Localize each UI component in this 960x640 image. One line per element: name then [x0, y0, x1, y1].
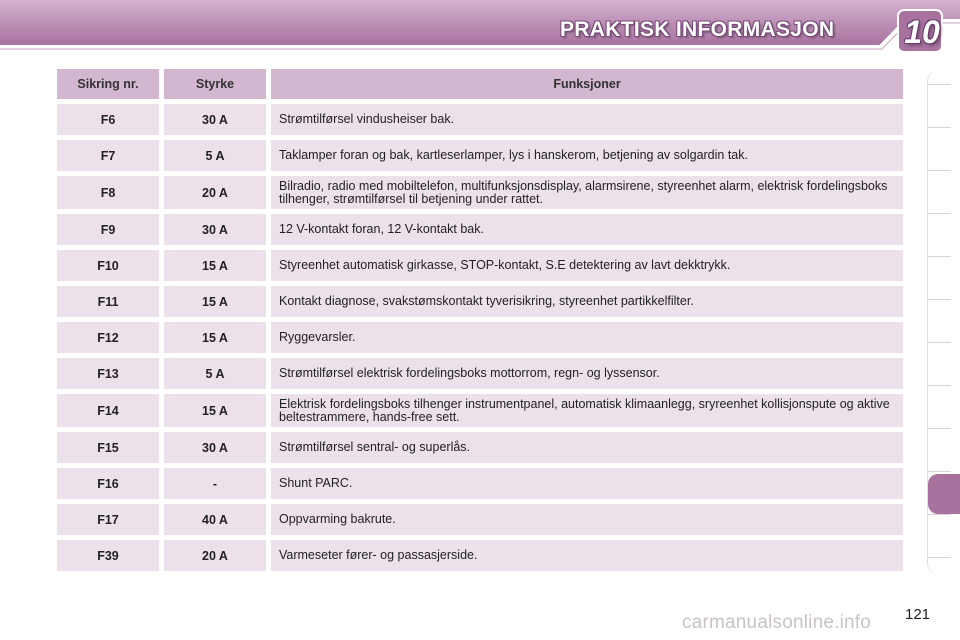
fuse-function: Varmeseter fører- og passasjerside.: [266, 540, 903, 571]
chapter-number: 10: [904, 13, 940, 50]
table-row: [57, 358, 903, 389]
fuse-number: F10: [57, 250, 159, 281]
page-number: 121: [905, 606, 931, 623]
fuse-number: F7: [57, 140, 159, 171]
fuse-function: Strømtilførsel sentral- og superlås.: [266, 432, 903, 463]
fuse-function: Styreenhet automatisk girkasse, STOP-kontakt, S.E detektering av lavt dekktrykk.: [266, 250, 903, 281]
fuse-number: F17: [57, 504, 159, 535]
fuse-rating: 15 A: [159, 286, 266, 317]
fuse-rating: 30 A: [159, 214, 266, 245]
fuse-rating: 20 A: [159, 176, 266, 209]
fuse-rating: 5 A: [159, 140, 266, 171]
fuse-rating: 20 A: [159, 540, 266, 571]
fuse-function: Taklamper foran og bak, kartleserlamper, lys i hanskerom, betjening av solgardin tak.: [266, 140, 903, 171]
fuse-function: Kontakt diagnose, svakstømskontakt tyverisikring, styreenhet partikkelfilter.: [266, 286, 903, 317]
fuse-function: Elektrisk fordelingsboks tilhenger instrumentpanel, automatisk klimaanlegg, sryreenhet kollisjonspute og aktive beltestrammere, hands-free sett.: [266, 394, 903, 427]
tab-divider: [927, 385, 951, 386]
fuse-function: Oppvarming bakrute.: [266, 504, 903, 535]
fuse-number: F11: [57, 286, 159, 317]
table-row: [57, 250, 903, 281]
tab-divider: [927, 557, 951, 558]
tab-divider: [927, 342, 951, 343]
fuse-rating: 30 A: [159, 432, 266, 463]
table-row: [57, 104, 903, 135]
fuse-number: F13: [57, 358, 159, 389]
table-row: [57, 504, 903, 535]
fuse-number: F8: [57, 176, 159, 209]
header-banner: [0, 0, 960, 52]
table-row: [57, 432, 903, 463]
table-row: [57, 140, 903, 171]
fuse-rating: 15 A: [159, 394, 266, 427]
fuse-function: Shunt PARC.: [266, 468, 903, 499]
tab-divider: [927, 170, 951, 171]
fuse-number: F16: [57, 468, 159, 499]
fuse-function: Bilradio, radio med mobiltelefon, multifunksjonsdisplay, alarmsirene, styreenhet alarm, elektrisk fordelingsboks tilhenger, strømtilførsel til betjening under rattet.: [266, 176, 903, 209]
tab-divider: [927, 428, 951, 429]
column-header-rating: Styrke: [159, 69, 266, 99]
tab-divider: [927, 213, 951, 214]
fuse-function: 12 V-kontakt foran, 12 V-kontakt bak.: [266, 214, 903, 245]
table-row: [57, 286, 903, 317]
fuse-rating: 15 A: [159, 250, 266, 281]
fuse-function: Ryggevarsler.: [266, 322, 903, 353]
tab-divider: [927, 471, 951, 472]
fuse-rating: 30 A: [159, 104, 266, 135]
fuse-number: F6: [57, 104, 159, 135]
table-row: [57, 176, 903, 209]
fuse-number: F12: [57, 322, 159, 353]
table-row: [57, 394, 903, 427]
tab-divider: [927, 514, 951, 515]
page-title: PRAKTISK INFORMASJON: [560, 18, 835, 41]
tab-divider: [927, 256, 951, 257]
tab-divider: [927, 84, 951, 85]
watermark: carmanualsonline.info: [682, 612, 872, 633]
tab-divider: [927, 127, 951, 128]
table-row: [57, 540, 903, 571]
fuse-function: Strømtilførsel vindusheiser bak.: [266, 104, 903, 135]
fuse-table: [57, 64, 903, 576]
fuse-rating: -: [159, 468, 266, 499]
table-row: [57, 322, 903, 353]
fuse-rating: 40 A: [159, 504, 266, 535]
table-row: [57, 214, 903, 245]
fuse-number: F39: [57, 540, 159, 571]
tab-divider: [927, 299, 951, 300]
chapter-tab-active[interactable]: [928, 474, 960, 514]
fuse-function: Strømtilførsel elektrisk fordelingsboks mottorrom, regn- og lyssensor.: [266, 358, 903, 389]
fuse-number: F15: [57, 432, 159, 463]
table-row: [57, 468, 903, 499]
fuse-rating: 15 A: [159, 322, 266, 353]
column-header-functions: Funksjoner: [266, 69, 903, 99]
fuse-number: F14: [57, 394, 159, 427]
fuse-number: F9: [57, 214, 159, 245]
fuse-rating: 5 A: [159, 358, 266, 389]
column-header-fuse-number: Sikring nr.: [57, 69, 159, 99]
